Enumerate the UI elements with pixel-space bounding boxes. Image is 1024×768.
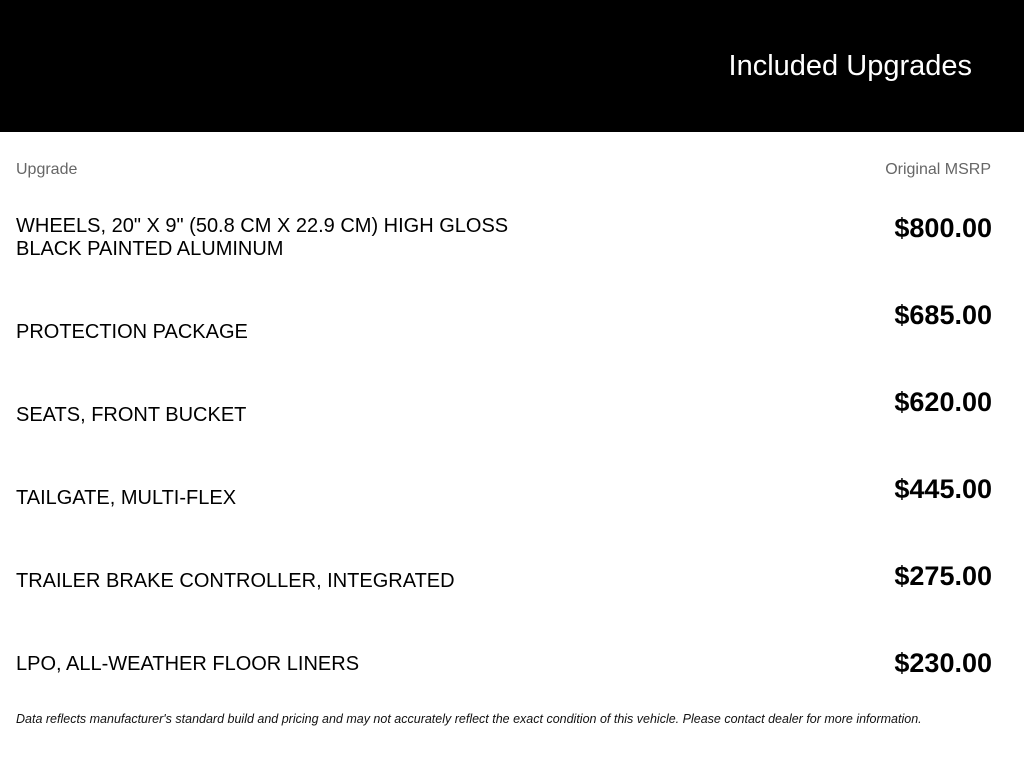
upgrade-price: $230.00 — [894, 648, 992, 678]
upgrade-price: $275.00 — [894, 561, 992, 591]
table-row — [0, 560, 1024, 647]
upgrade-price: $445.00 — [894, 474, 992, 504]
upgrade-price: $620.00 — [894, 387, 992, 417]
table-row — [0, 212, 1024, 299]
column-header-msrp: Original MSRP — [885, 161, 991, 178]
table-row — [0, 299, 1024, 386]
upgrade-name: LPO, ALL-WEATHER FLOOR LINERS — [16, 653, 360, 675]
upgrade-name: TAILGATE, MULTI-FLEX — [16, 487, 237, 509]
disclaimer-text: Data reflects manufacturer's standard build and pricing and may not accurately reflect the exact condition of this vehicle. Please contact dealer for more information. — [16, 712, 922, 726]
upgrade-name: TRAILER BRAKE CONTROLLER, INTEGRATED — [16, 570, 455, 592]
table-row — [0, 386, 1024, 473]
upgrade-price: $685.00 — [894, 300, 992, 330]
upgrade-name: PROTECTION PACKAGE — [16, 321, 248, 343]
upgrade-name: SEATS, FRONT BUCKET — [16, 404, 247, 426]
upgrade-name: WHEELS, 20" X 9" (50.8 CM X 22.9 CM) HIGH GLOSS BLACK PAINTED ALUMINUM — [16, 215, 509, 260]
column-header-upgrade: Upgrade — [16, 161, 78, 178]
table-row — [0, 473, 1024, 560]
page-title: Included Upgrades — [728, 50, 972, 82]
upgrade-price: $800.00 — [894, 213, 992, 243]
